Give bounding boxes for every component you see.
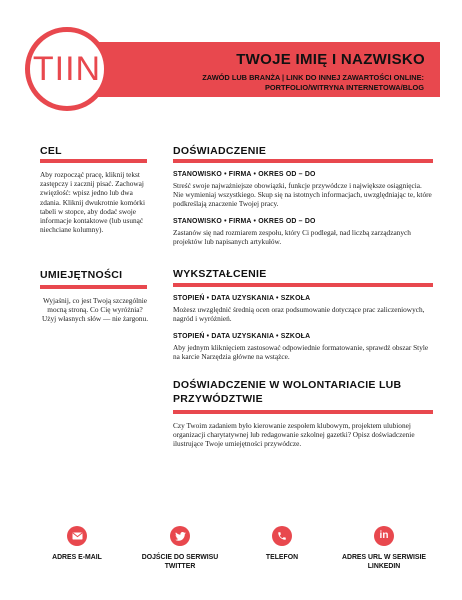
skills-text[interactable]: Wyjaśnij, co jest Twoją szczególnie mocną stroną. Co Cię wyróżnia? Użyj własnych słów — nie żargonu. <box>41 296 149 324</box>
contact-phone-label[interactable] <box>232 553 332 562</box>
volunteer-heading[interactable] <box>173 378 435 406</box>
contact-email[interactable] <box>27 526 127 562</box>
volunteer-text[interactable]: Czy Twoim zadaniem było kierowanie zespołem klubowym, projektem ulubionej organizacji charytatywnej lub redagowanie szkolnej gazetki? Opisz doświadczenie ilustrujące Twoje umiejętności przywódcze. <box>173 421 415 449</box>
skills-rule <box>40 285 147 289</box>
contact-twitter-label[interactable] <box>130 553 230 571</box>
job-1-header[interactable]: STANOWISKO • FIRMA • OKRES OD – DO <box>173 171 316 178</box>
skills-heading[interactable]: UMIEJĘTNOŚCI <box>40 269 123 281</box>
goal-heading[interactable]: CEL <box>40 145 62 157</box>
contact-phone[interactable] <box>232 526 332 562</box>
contact-phone-label-line-1[interactable]: TELEFON <box>265 554 299 561</box>
goal-rule <box>40 159 147 163</box>
goal-text[interactable]: Aby rozpocząć pracę, kliknij tekst zastępczy i zacznij pisać. Zachowaj zwięzłość: wpisz jedno lub dwa zdania. Kliknij dwukrotnie komórki tabeli w stopce, aby dodać swoje informacje kontaktowe (lub usunąć niechciane kolumny). <box>40 170 145 235</box>
contact-linkedin[interactable] <box>334 526 434 571</box>
education-2-description[interactable]: Aby jednym kliknięciem zastosować odpowiednie formatowanie, sprawdź obszar Style na karcie Narzędzia główne na wstążce. <box>173 343 429 362</box>
job-2-header[interactable]: STANOWISKO • FIRMA • OKRES OD – DO <box>173 218 316 225</box>
contact-email-label-line-1[interactable]: ADRES E-MAIL <box>52 554 102 561</box>
experience-heading[interactable]: DOŚWIADCZENIE <box>173 145 267 157</box>
monogram-initials[interactable]: TIIN <box>32 49 102 88</box>
education-1-description[interactable]: Możesz uwzględnić średnią ocen oraz podsumowanie dotyczące prac zaliczeniowych, nagród i wyróżnień. <box>173 305 425 324</box>
phone-icon <box>272 526 292 546</box>
contact-twitter[interactable] <box>130 526 230 571</box>
job-2-description[interactable]: Zastanów się nad rozmiarem zespołu, który Ci podlegał, nad liczbą zarządzanych projektów lub napisanych artykułów. <box>173 228 411 247</box>
education-rule <box>173 283 433 287</box>
job-1-description[interactable]: Streść swoje najważniejsze obowiązki, funkcje przywódcze i największe osiągnięcia. Nie wymieniaj wszystkiego. Skup się na istotnych informacjach, uwzględniając te, które podkreślają znaczenie Twojej pracy. <box>173 181 432 209</box>
contact-linkedin-label-line-2[interactable]: LINKEDIN <box>367 563 401 570</box>
education-2-header[interactable]: STOPIEŃ • DATA UZYSKANIA • SZKOŁA <box>173 333 311 340</box>
education-1-header[interactable]: STOPIEŃ • DATA UZYSKANIA • SZKOŁA <box>173 295 311 302</box>
volunteer-heading-line-2[interactable]: PRZYWÓDZTWIE <box>173 393 263 405</box>
profession-subtitle[interactable] <box>170 73 424 93</box>
linkedin-icon: in <box>374 526 394 546</box>
volunteer-heading-line-1[interactable]: DOŚWIADCZENIE W WOLONTARIACIE LUB <box>173 379 402 391</box>
twitter-icon <box>170 526 190 546</box>
monogram-circle[interactable] <box>25 27 109 111</box>
subtitle-line-2[interactable]: PORTFOLIO/WITRYNA INTERNETOWA/BLOG <box>264 83 424 92</box>
volunteer-rule <box>173 410 433 414</box>
education-heading[interactable]: WYKSZTAŁCENIE <box>173 268 267 280</box>
contact-linkedin-label[interactable] <box>334 553 434 571</box>
subtitle-line-1[interactable]: ZAWÓD LUB BRANŻA | LINK DO INNEJ ZAWARTOŚCI ONLINE: <box>202 73 424 82</box>
contact-twitter-label-line-1[interactable]: DOJŚCIE DO SERWISU <box>141 554 219 561</box>
email-icon <box>67 526 87 546</box>
full-name[interactable]: TWOJE IMIĘ I NAZWISKO <box>236 51 425 68</box>
experience-rule <box>173 159 433 163</box>
contact-email-label[interactable] <box>27 553 127 562</box>
contact-twitter-label-line-2[interactable]: TWITTER <box>164 563 196 570</box>
contact-linkedin-label-line-1[interactable]: ADRES URL W SERWISIE <box>342 554 426 561</box>
